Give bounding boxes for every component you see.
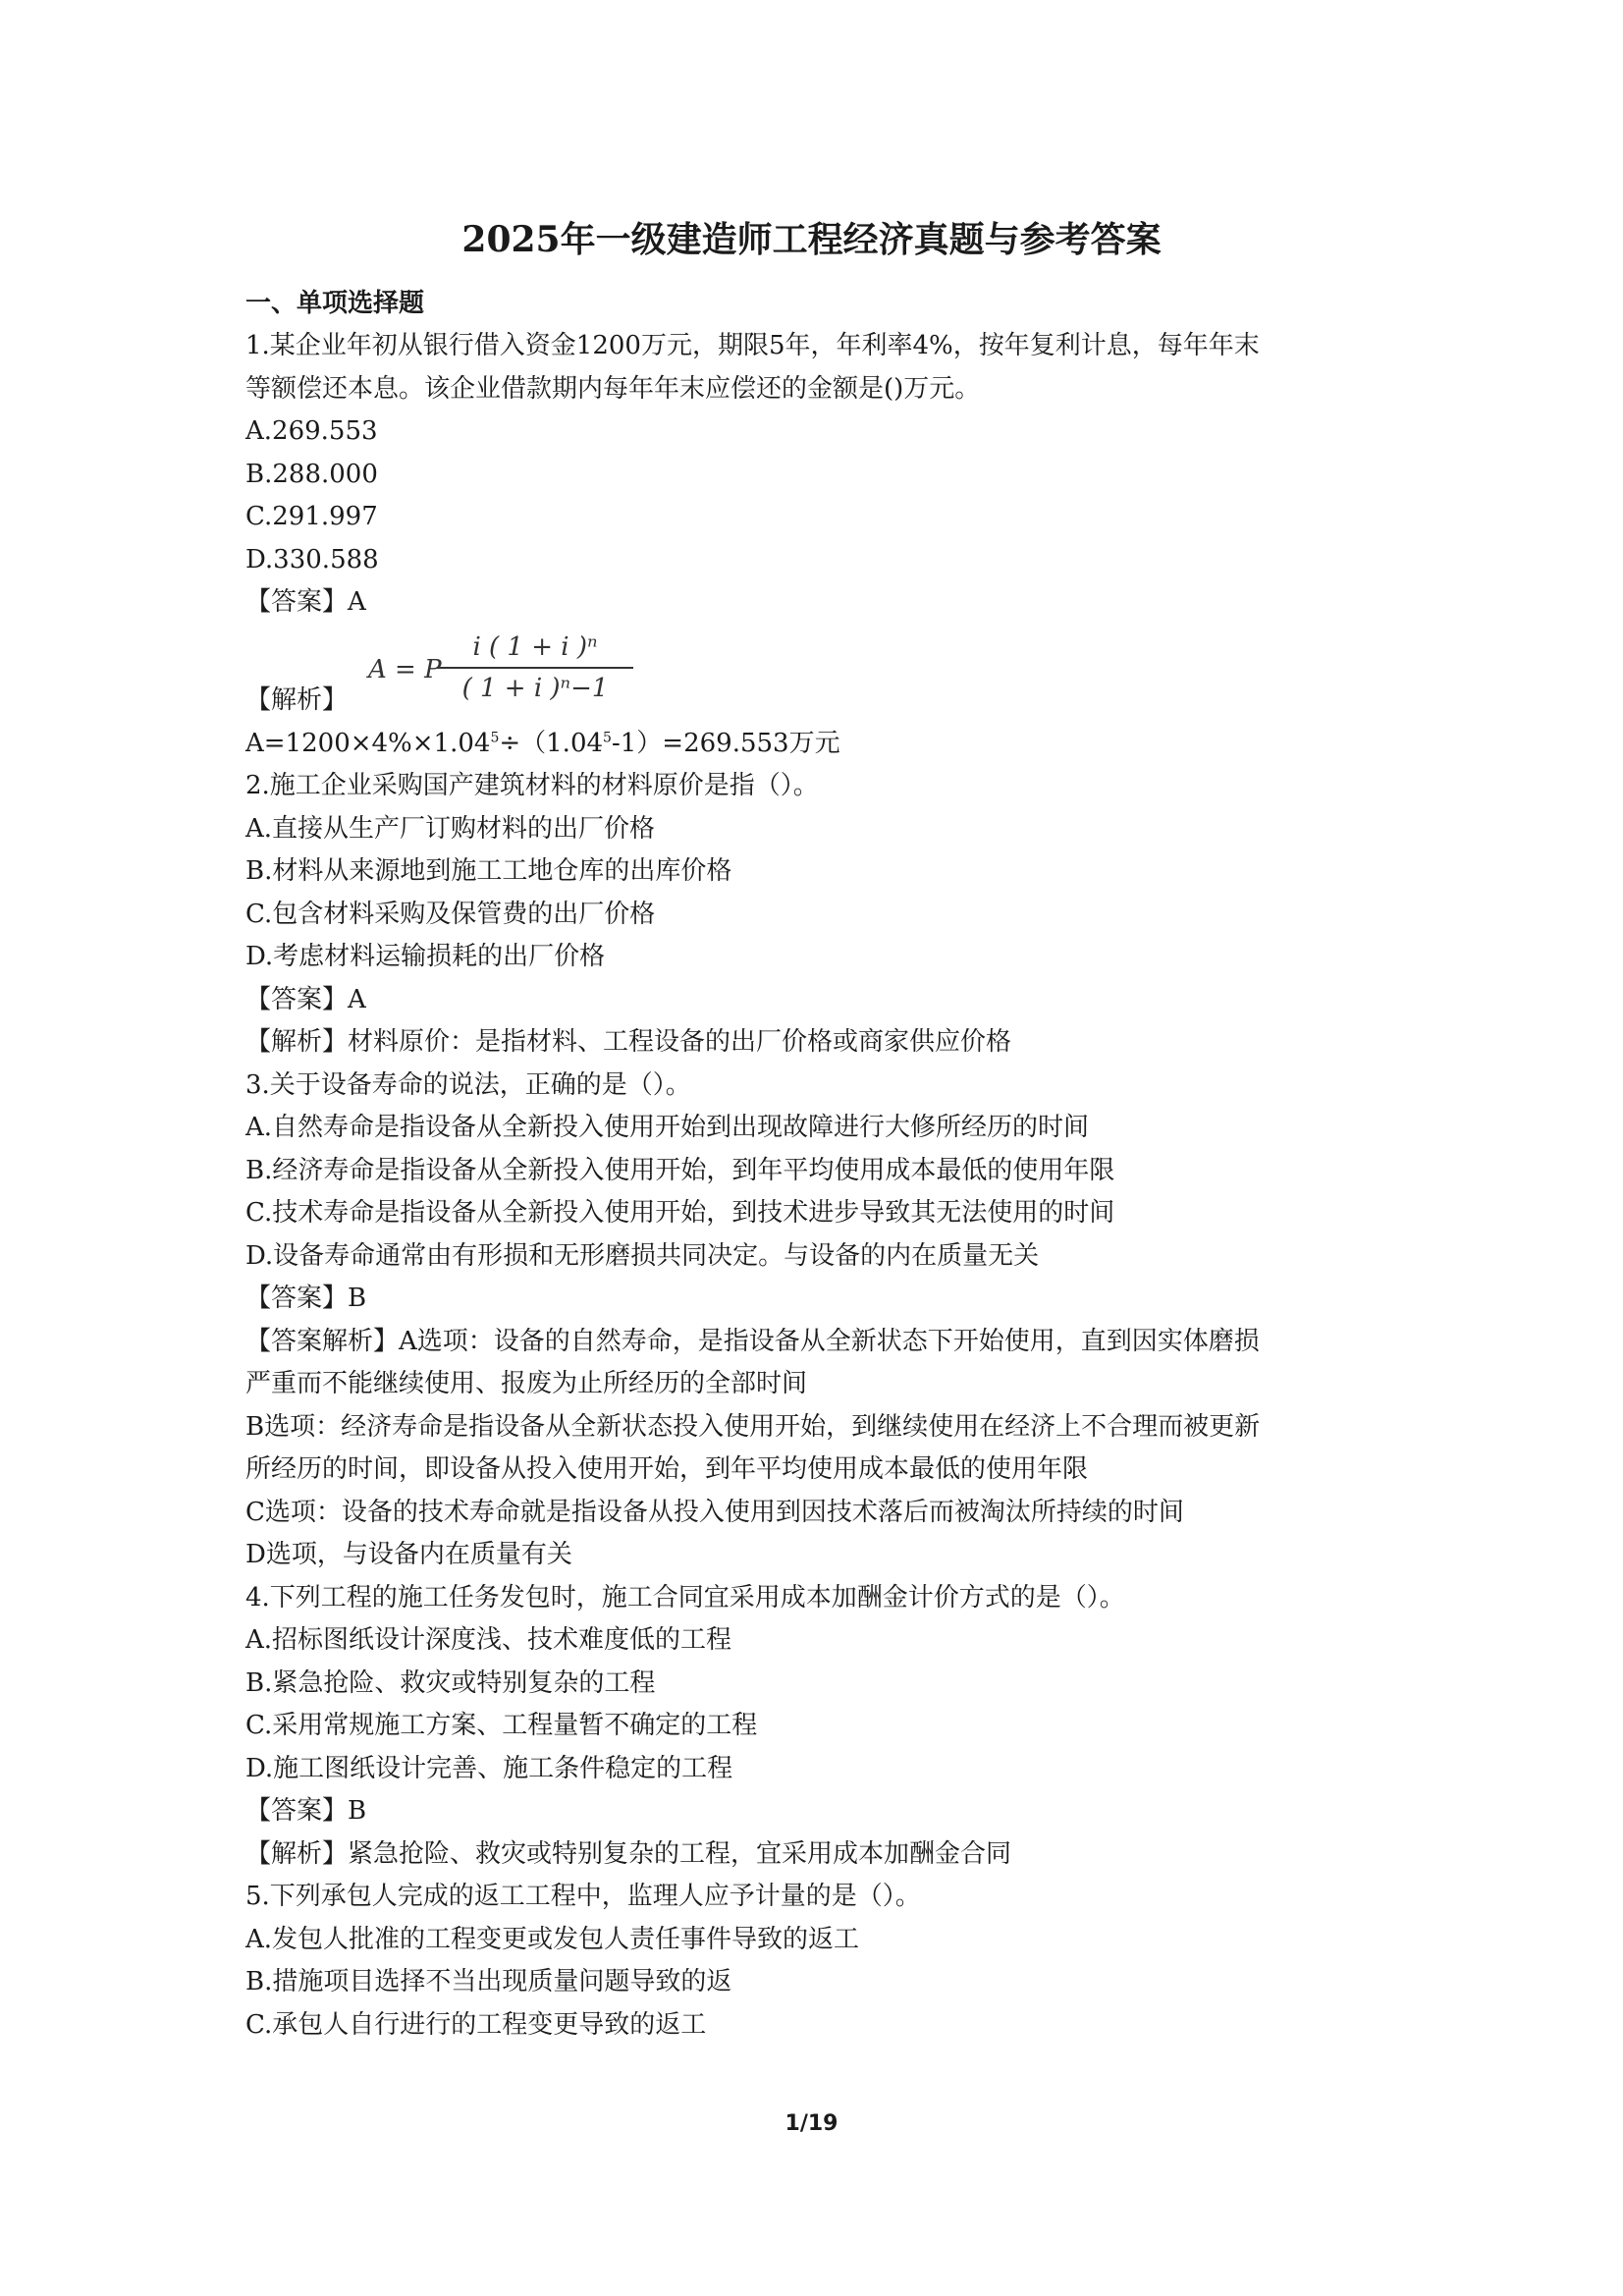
q4-option-c: C.采用常规施工方案、工程量暂不确定的工程 (245, 1711, 758, 1740)
q1-stem-line-1: 1.某企业年初从银行借入资金1200万元，期限5年，年利率4%，按年复利计息，每年年末 (245, 331, 1260, 360)
q1-analysis-formula-block (245, 625, 1394, 723)
q1-answer: 【答案】A (245, 587, 366, 617)
q4-stem: 4.下列工程的施工任务发包时，施工合同宜采用成本加酬金计价方式的是（）。 (245, 1582, 1125, 1613)
q2-option-c: C.包含材料采购及保管费的出厂价格 (245, 899, 656, 929)
q3-answer: 【答案】B (245, 1284, 367, 1313)
q5-option-c: C.承包人自行进行的工程变更导致的返工 (245, 2009, 707, 2040)
section-heading: 一、单项选择题 (245, 289, 425, 318)
q2-stem: 2.施工企业采购国产建筑材料的材料原价是指（）。 (245, 771, 819, 800)
page-number: 1/19 (784, 2111, 839, 2136)
q4-answer: 【答案】B (245, 1796, 367, 1826)
q1-stem-line-2: 等额偿还本息。该企业借款期内每年年末应偿还的金额是()万元。 (245, 373, 981, 404)
formula-lhs: A = P (368, 654, 442, 684)
question-list (245, 325, 1394, 2047)
formula-denominator: ( 1 + i )ⁿ−1 (461, 673, 609, 703)
q4-option-d: D.施工图纸设计完善、施工条件稳定的工程 (245, 1753, 733, 1783)
q1-analysis-label: 【解析】 (245, 685, 349, 715)
q3-option-c: C.技术寿命是指设备从全新投入使用开始，到技术进步导致其无法使用的时间 (245, 1198, 1115, 1228)
q3-analysis-line-2: 严重而不能继续使用、报废为止所经历的全部时间 (245, 1369, 808, 1398)
formula-numerator: i ( 1 + i )ⁿ (472, 631, 598, 662)
q1-option-c: C.291.997 (245, 502, 378, 531)
q1-option-a: A.269.553 (245, 416, 378, 446)
fraction-bar (437, 667, 633, 669)
q2-option-b: B.材料从来源地到施工工地仓库的出库价格 (245, 856, 732, 886)
q3-option-a: A.自然寿命是指设备从全新投入使用开始到出现故障进行大修所经历的时间 (245, 1113, 1090, 1142)
q4-option-b: B.紧急抢险、救灾或特别复杂的工程 (245, 1667, 656, 1698)
calc-exponent-1: 5 (490, 729, 500, 745)
calc-part-3: -1）=269.553万元 (611, 728, 840, 758)
q5-option-a: A.发包人批准的工程变更或发包人责任事件导致的返工 (245, 1924, 860, 1954)
q3-analysis-line-4: 所经历的时间，即设备从投入使用开始，到年平均使用成本最低的使用年限 (245, 1454, 1089, 1484)
formula-fraction (437, 629, 633, 706)
q1-option-d: D.330.588 (245, 544, 379, 574)
q3-analysis-line-3: B选项：经济寿命是指设备从全新状态投入使用开始，到继续使用在经济上不合理而被更新 (245, 1411, 1261, 1442)
document-title: 2025年一级建造师工程经济真题与参考答案 (461, 219, 1162, 260)
q3-analysis-line-5: C选项：设备的技术寿命就是指设备从投入使用到因技术落后而被淘汰所持续的时间 (245, 1497, 1184, 1527)
q3-option-d: D.设备寿命通常由有形损和无形磨损共同决定。与设备的内在质量无关 (245, 1240, 1040, 1271)
q3-stem: 3.关于设备寿命的说法，正确的是（）。 (245, 1069, 691, 1100)
q5-stem: 5.下列承包人完成的返工工程中，监理人应予计量的是（）。 (245, 1882, 921, 1911)
q4-option-a: A.招标图纸设计深度浅、技术难度低的工程 (245, 1625, 732, 1655)
q3-option-b: B.经济寿命是指设备从全新投入使用开始，到年平均使用成本最低的使用年限 (245, 1155, 1115, 1185)
q1-calculation (245, 723, 1394, 766)
calc-part-2: ÷（1.04 (499, 728, 604, 758)
q2-option-d: D.考虑材料运输损耗的出厂价格 (245, 942, 606, 971)
calc-exponent-2: 5 (603, 729, 612, 745)
calc-part-1: A=1200×4%×1.04 (245, 728, 491, 758)
q4-analysis: 【解析】紧急抢险、救灾或特别复杂的工程，宜采用成本加酬金合同 (245, 1838, 1012, 1869)
q5-option-b: B.措施项目选择不当出现质量问题导致的返 (245, 1967, 732, 1996)
q1-option-b: B.288.000 (245, 459, 378, 489)
q3-analysis-line-6: D选项，与设备内在质量有关 (245, 1540, 572, 1569)
q2-option-a: A.直接从生产厂订购材料的出厂价格 (245, 813, 656, 844)
q2-analysis: 【解析】材料原价：是指材料、工程设备的出厂价格或商家供应价格 (245, 1027, 1012, 1057)
q2-answer: 【答案】A (245, 984, 366, 1014)
q3-analysis-line-1: 【答案解析】A选项：设备的自然寿命，是指设备从全新状态下开始使用，直到因实体磨损 (245, 1326, 1260, 1356)
